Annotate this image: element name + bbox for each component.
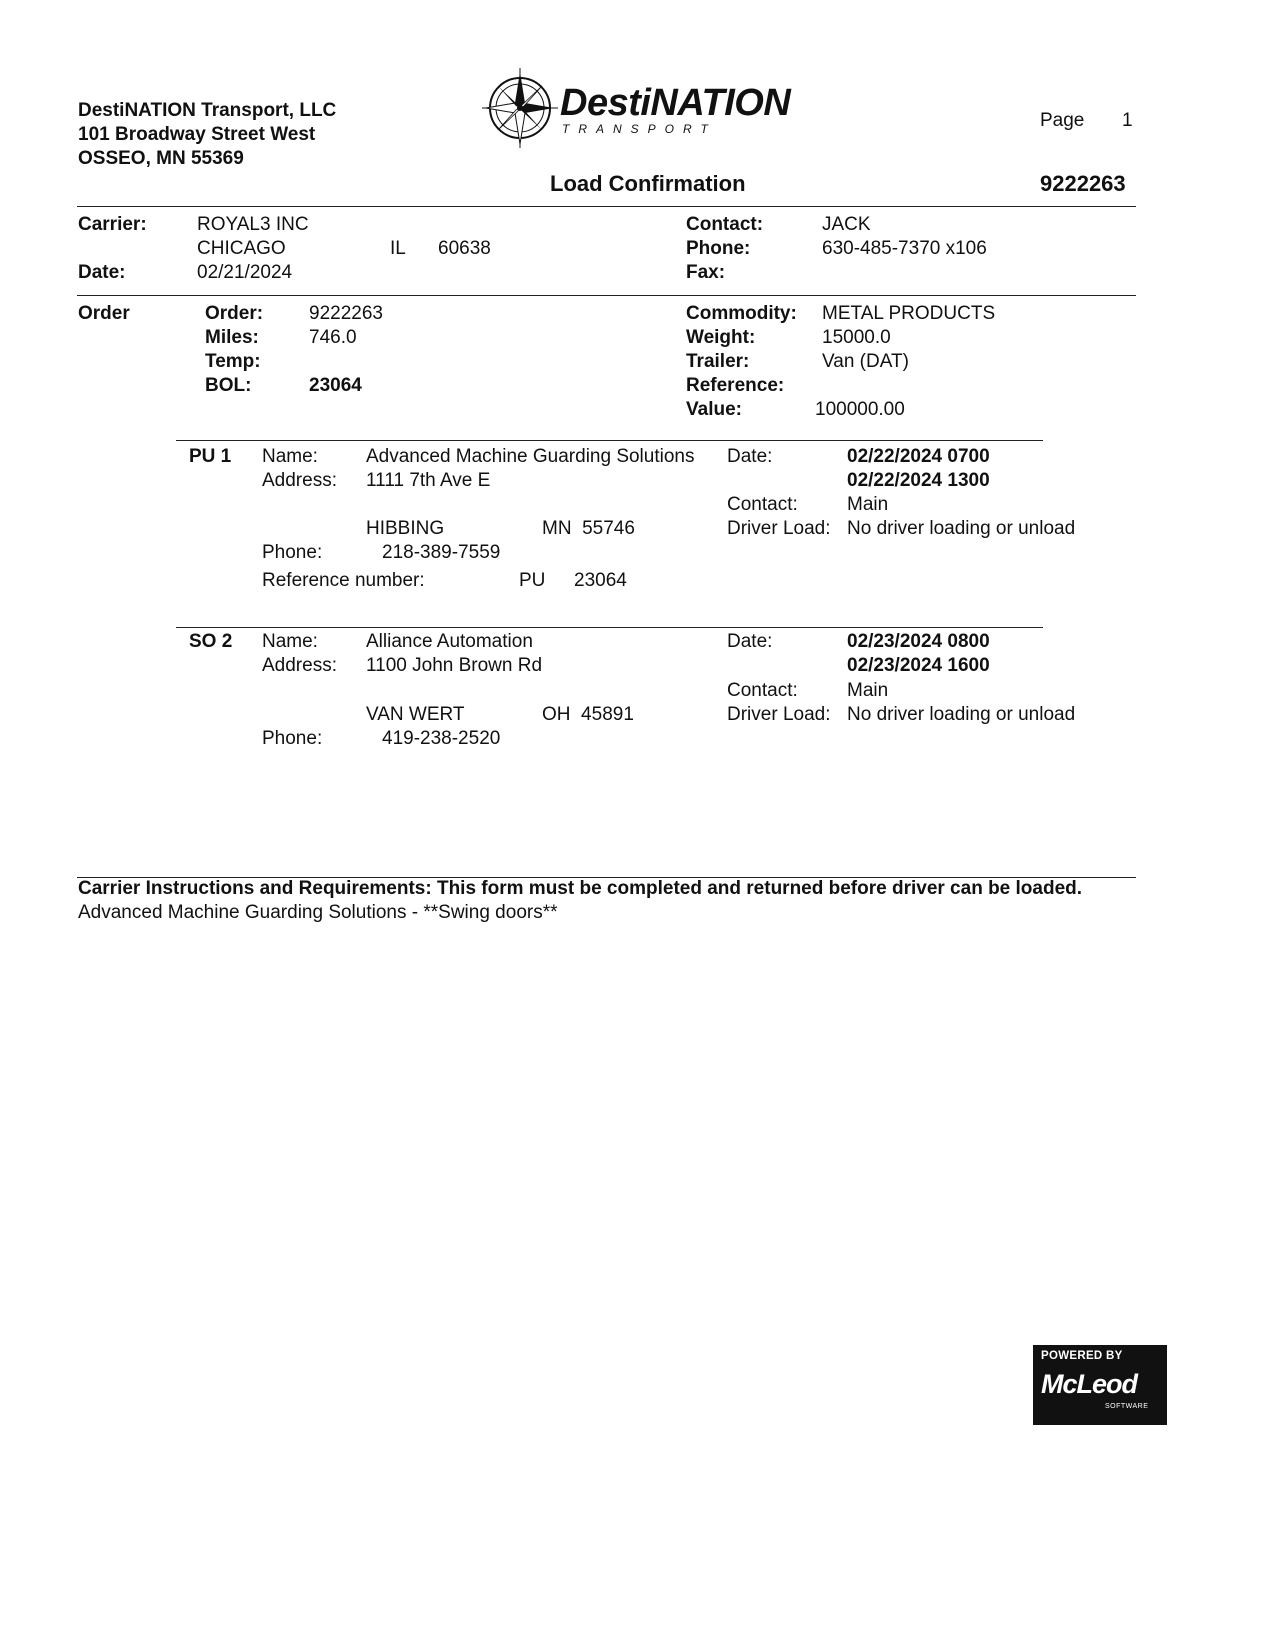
- badge-line1: POWERED BY: [1041, 1350, 1123, 1362]
- carrier-name: ROYAL3 INC: [197, 214, 309, 235]
- stop-date-to: 02/23/2024 1600: [847, 655, 990, 676]
- divider: [176, 440, 1043, 441]
- stop-name: Advanced Machine Guarding Solutions: [366, 446, 695, 467]
- badge-sub: SOFTWARE: [1105, 1403, 1149, 1410]
- stop-phone-label: Phone:: [262, 728, 323, 749]
- document-number: 9222263: [1040, 171, 1126, 196]
- instructions-heading: Carrier Instructions and Requirements: This form must be completed and returned before driver can be loaded.: [78, 878, 1083, 899]
- stop-contact: Main: [847, 680, 889, 701]
- stop-driver-load: No driver loading or unload: [847, 704, 1076, 725]
- stop-phone: 218-389-7559: [382, 542, 501, 563]
- order-miles-label: Miles:: [205, 327, 259, 348]
- carrier-state: IL: [390, 238, 406, 259]
- carrier-date: 02/21/2024: [197, 262, 293, 283]
- stop-name: Alliance Automation: [366, 631, 533, 652]
- company-address-line1: 101 Broadway Street West: [78, 124, 316, 145]
- order-value: 100000.00: [815, 399, 905, 420]
- carrier-city: CHICAGO: [197, 238, 286, 259]
- stop-phone: 419-238-2520: [382, 728, 501, 749]
- carrier-date-label: Date:: [78, 262, 126, 283]
- stop-contact-label: Contact:: [727, 494, 798, 515]
- order-commodity: METAL PRODUCTS: [822, 303, 996, 324]
- carrier-phone: 630-485-7370 x106: [822, 238, 987, 259]
- carrier-contact-label: Contact:: [686, 214, 764, 235]
- powered-by-badge: [1033, 1345, 1167, 1425]
- stop-driver-load-label: Driver Load:: [727, 518, 831, 539]
- compass-rose-icon: [480, 66, 560, 152]
- stop-address: 1111 7th Ave E: [366, 470, 491, 491]
- stop-date-from: 02/22/2024 0700: [847, 446, 990, 467]
- stop-state-zip: MN 55746: [542, 518, 635, 539]
- stop-name-label: Name:: [262, 631, 318, 652]
- stop-state-zip: OH 45891: [542, 704, 634, 725]
- order-commodity-label: Commodity:: [686, 303, 797, 324]
- stop-phone-label: Phone:: [262, 542, 323, 563]
- company-logo: [480, 66, 820, 152]
- carrier-zip: 60638: [438, 238, 491, 259]
- stop-city: VAN WERT: [366, 704, 465, 725]
- order-reference-label: Reference:: [686, 375, 785, 396]
- order-number-label: Order:: [205, 303, 264, 324]
- stop-reference-value: 23064: [574, 570, 627, 591]
- company-address-line2: OSSEO, MN 55369: [78, 148, 244, 169]
- divider: [176, 627, 1043, 628]
- stop-contact: Main: [847, 494, 889, 515]
- logo-wordmark: DestiNATION: [560, 82, 791, 124]
- stop-driver-load-label: Driver Load:: [727, 704, 831, 725]
- order-weight-label: Weight:: [686, 327, 756, 348]
- carrier-label: Carrier:: [78, 214, 147, 235]
- order-bol: 23064: [309, 375, 362, 396]
- order-number: 9222263: [309, 303, 383, 324]
- stop-date-from: 02/23/2024 0800: [847, 631, 990, 652]
- order-trailer: Van (DAT): [822, 351, 909, 372]
- order-weight: 15000.0: [822, 327, 891, 348]
- divider: [77, 295, 1136, 296]
- stop-city: HIBBING: [366, 518, 445, 539]
- stop-code: PU 1: [189, 446, 232, 467]
- order-miles: 746.0: [309, 327, 357, 348]
- stop-reference-type: PU: [519, 570, 546, 591]
- stop-name-label: Name:: [262, 446, 318, 467]
- logo-subtitle: TRANSPORT: [562, 122, 717, 136]
- order-section-label: Order: [78, 303, 130, 324]
- stop-code: SO 2: [189, 631, 233, 652]
- stop-address-label: Address:: [262, 655, 337, 676]
- stop-date-to: 02/22/2024 1300: [847, 470, 990, 491]
- carrier-phone-label: Phone:: [686, 238, 751, 259]
- page-number: 1: [1122, 110, 1133, 131]
- stop-driver-load: No driver loading or unload: [847, 518, 1076, 539]
- badge-brand: McLeod: [1041, 1369, 1138, 1399]
- divider: [77, 206, 1136, 207]
- company-name: DestiNATION Transport, LLC: [78, 100, 337, 121]
- stop-contact-label: Contact:: [727, 680, 798, 701]
- carrier-contact: JACK: [822, 214, 871, 235]
- stop-date-label: Date:: [727, 631, 773, 652]
- order-bol-label: BOL:: [205, 375, 252, 396]
- carrier-fax-label: Fax:: [686, 262, 726, 283]
- stop-reference-label: Reference number:: [262, 570, 425, 591]
- stop-address-label: Address:: [262, 470, 337, 491]
- instructions-text: Advanced Machine Guarding Solutions - **Swing doors**: [78, 902, 558, 923]
- stop-address: 1100 John Brown Rd: [366, 655, 543, 676]
- document-title: Load Confirmation: [550, 171, 746, 196]
- order-temp-label: Temp:: [205, 351, 261, 372]
- order-value-label: Value:: [686, 399, 742, 420]
- stop-date-label: Date:: [727, 446, 773, 467]
- page-label: Page: [1040, 110, 1085, 131]
- order-trailer-label: Trailer:: [686, 351, 750, 372]
